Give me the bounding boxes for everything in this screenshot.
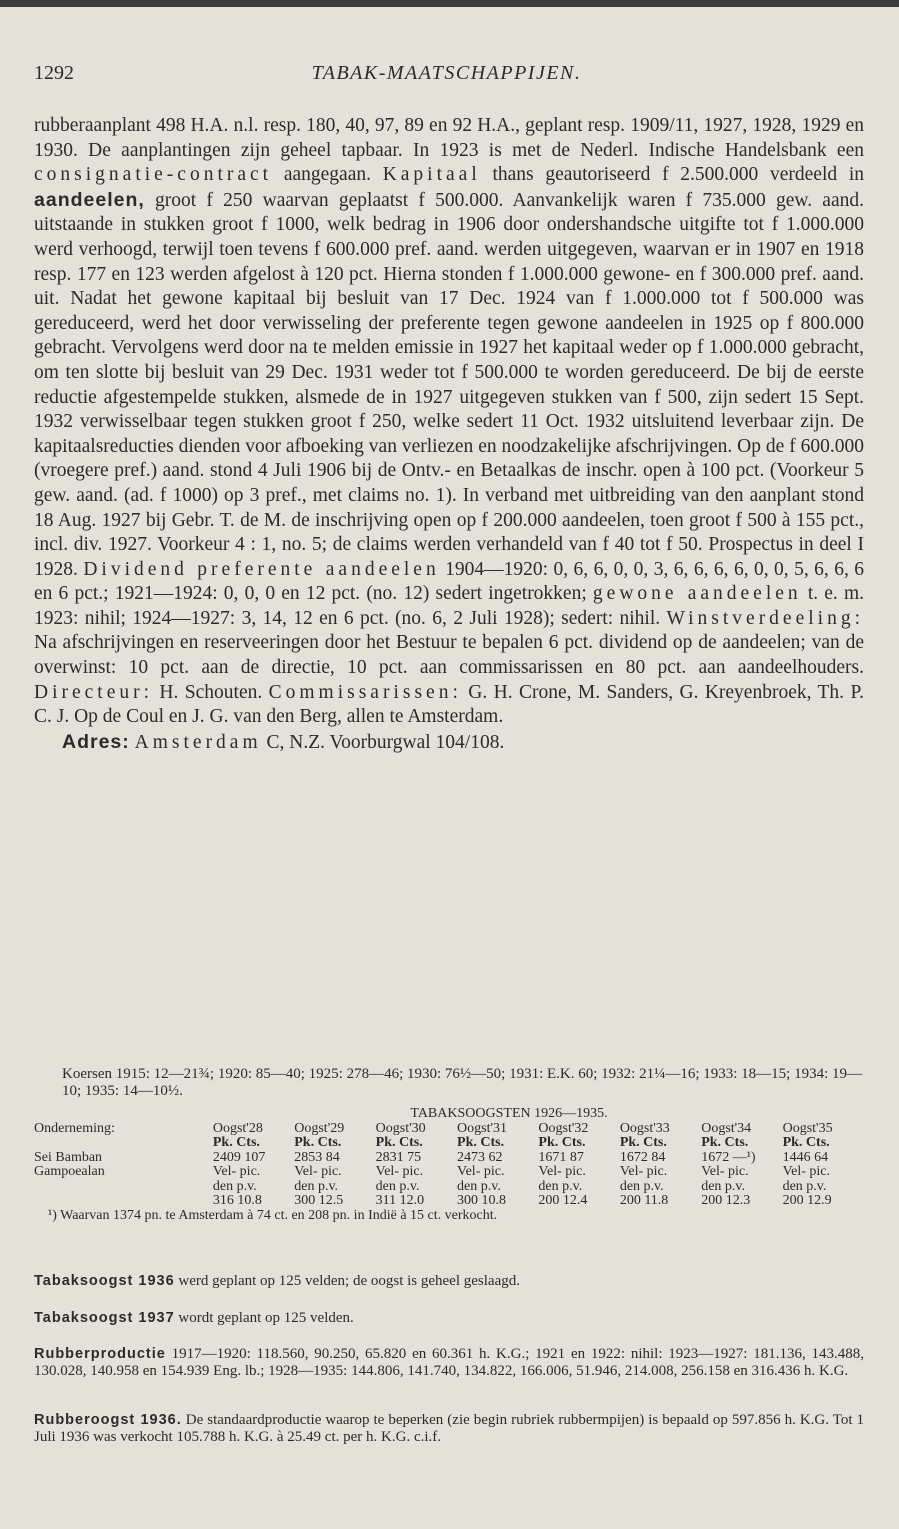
running-title: TABAK-MAATSCHAPPIJEN. [311, 62, 582, 84]
section-label: Rubberproductie [34, 1346, 166, 1362]
section-tabaksoogst-1937 [34, 1310, 864, 1327]
table-cell: 2831 75 [375, 1149, 422, 1165]
section-rubberoogst-1936 [34, 1412, 864, 1446]
table-cell: Vel- pic. [619, 1164, 668, 1179]
address-label: Adres: [62, 730, 130, 753]
table-cell: Vel- pic. [701, 1164, 749, 1179]
scan-top-edge [0, 0, 899, 7]
section-label: Rubberoogst 1936. [34, 1412, 182, 1428]
table-cell: 300 12.5 [294, 1193, 344, 1208]
spaced-term: Kapitaal [382, 164, 481, 186]
table-cell: 1671 87 [538, 1149, 584, 1165]
section-text: werd geplant op 125 velden; de oogst is geheel geslaagd. [174, 1273, 520, 1289]
table-cell: den p.v. [212, 1178, 257, 1194]
table-header-row [34, 1122, 864, 1137]
table-cell: 200 12.3 [701, 1193, 751, 1208]
unit-header: Pk. Cts. [701, 1135, 749, 1150]
row-label [34, 1194, 213, 1209]
spaced-term: Winstverdeeling: [666, 607, 864, 629]
table-subheader-row [34, 1136, 864, 1151]
table-cell: 200 11.8 [619, 1193, 669, 1208]
table-cell: 1672 84 [619, 1149, 666, 1165]
text-run: 1904—1920: 0, 6, 6, 0, 0, 3, 6, 6, 6, 6, 0, 0, 5, 6, 6, 6 en 6 pct.; 1921—1924: 0, 0, 0 en 12 pct. (no. 12) sedert ingetrokken; [34, 558, 864, 605]
unit-header: Pk. Cts. [457, 1135, 505, 1150]
page-number: 1292 [34, 62, 74, 84]
unit-header: Pk. Cts. [619, 1135, 667, 1150]
table-cell: den p.v. [782, 1178, 827, 1194]
section-text: wordt geplant op 125 velden. [174, 1310, 354, 1326]
table-cell: den p.v. [457, 1178, 501, 1194]
table-title: TABAKSOOGSTEN 1926—1935. [410, 1106, 608, 1121]
section-rubberproductie [34, 1346, 864, 1380]
table-row [34, 1151, 864, 1166]
spaced-term: Directeur: [34, 681, 154, 703]
table-cell: den p.v. [619, 1178, 664, 1194]
table-cell: Vel- pic. [294, 1164, 342, 1179]
table-row [34, 1194, 864, 1209]
table-cell: 2473 62 [457, 1149, 503, 1165]
spaced-term: Dividend preferente aandeelen [83, 558, 440, 580]
year-header: Oogst'28 [212, 1120, 263, 1136]
table-cell: Vel- pic. [375, 1164, 424, 1179]
text-run: rubberaanplant 498 H.A. n.l. resp. 180, 40, 97, 89 en 92 H.A., geplant resp. 1909/11, 1927, 1928, 1929 en 1930. De aanplantingen zijn geheel tapbaar. In 1923 is met de Nederl. Indische Handelsbank een [34, 115, 864, 161]
koersen-block: Koersen 1915: 12—21¾; 1920: 85—40; 1925: 278—46; 1930: 76½—50; 1931: E.K. 60; 1932: 21¼—16; 1933: 18—15; 1934: 19—10; 1935: 14—10½. [62, 1066, 862, 1099]
row-label [34, 1180, 213, 1195]
year-header: Oogst'35 [782, 1120, 833, 1136]
table-cell: 2409 107 [212, 1149, 266, 1165]
unit-header: Pk. Cts. [212, 1135, 260, 1150]
unit-header: Pk. Cts. [375, 1135, 423, 1150]
table-cell: Vel- pic. [457, 1164, 505, 1179]
table-cell: Vel- pic. [782, 1164, 831, 1179]
address-rest: C, N.Z. Voorburgwal 104/108. [261, 731, 505, 753]
table-cell: 200 12.4 [538, 1193, 588, 1208]
table-row [34, 1165, 864, 1180]
spaced-term: Commissarissen: [268, 681, 462, 703]
section-tabaksoogst-1936 [34, 1273, 864, 1290]
bold-term: aandeelen, [34, 188, 145, 211]
spaced-term: consignatie-contract [34, 164, 273, 186]
year-header: Oogst'32 [538, 1120, 589, 1136]
spaced-term: gewone aandeelen [592, 583, 802, 605]
text-run: t. e. m. 1923: nihil; 1924—1927: 3, 14, 12 en 6 pct. (no. 6, 2 Juli 1928); sedert: nihil. [34, 583, 864, 629]
oogst-table [34, 1107, 864, 1223]
table-cell: den p.v. [701, 1178, 746, 1194]
address-line [34, 730, 864, 756]
section-label: Tabaksoogst 1936 [34, 1273, 175, 1289]
table-cell: den p.v. [294, 1178, 339, 1194]
table-row [34, 1180, 864, 1195]
year-header: Oogst'34 [701, 1120, 752, 1136]
year-header: Oogst'30 [375, 1120, 426, 1136]
text-run: groot f 250 waarvan geplaatst f 500.000. Aanvankelijk waren f 735.000 gew. aand. uitstaande in stukken groot f 1000, welk bedrag in 1906 door ondershandsche uitgifte tot f 1.000.000 werd verhoogd, terwijl toen tevens f 600.000 pref. aand. werden uitgegeven, waarvan er in 1907 en 1918 resp. 177 en 123 werden afgelost à 120 pct. Hierna stonden f 1.000.000 gewone- en f 300.000 pref. aand. uit. Nadat het gewone kapitaal bij besluit van 17 Dec. 1924 van f 1.000.000 tot f 500.000 was gereduceerd, werd het door verwisseling der preferente tegen gewone aandeelen in 1925 op f 800.000 gebracht. Vervolgens werd door na te melden emissie in 1927 het kapitaal weder op f 1.000.000 gebracht, om ten slotte bij besluit van 29 Dec. 1931 weder tot f 500.000 te worden gereduceerd. De bij de eerste reductie afgestempelde stukken, alsmede de in 1927 uitgegeven stukken van f 500, zijn sedert 15 Sept. 1932 verwisselbaar tegen stukken groot f 250, welke sedert 11 Oct. 1932 uitsluitend leverbaar zijn. De kapitaalsreducties dienden voor afboeking van verliezen en noodzakelijke afschrijvingen. Op de f 600.000 (vroegere pref.) aand. stond 4 Juli 1906 bij de Ontv.- en Betaalkas de inschr. open à 100 pct. (Voorkeur 5 gew. aand. (ad. f 1000) op 3 pref., met claims no. 1). In verband met uitbreiding van den aanplant stond 18 Aug. 1927 bij Gebr. T. de M. de inschrijving open op f 200.000 aandeelen, toen groot f 500 à 155 pct., incl. div. 1927. Voorkeur 4 : 1, no. 5; de claims werden verhandeld van f 40 tot f 50. Prospectus in deel I 1928. [34, 189, 864, 580]
table-cell: den p.v. [375, 1178, 420, 1194]
table-footnote: ¹) Waarvan 1374 pn. te Amsterdam à 74 ct. en 208 pn. in Indië à 15 ct. verkocht. [48, 1207, 498, 1223]
onderneming-label: Onderneming: [34, 1120, 115, 1136]
text-run: H. Schouten. [153, 681, 269, 703]
table-cell: 1672 —¹) [701, 1149, 756, 1165]
harvest-table [34, 1122, 864, 1209]
table-cell: Vel- pic. [538, 1164, 586, 1179]
unit-header: Pk. Cts. [782, 1135, 830, 1150]
row-label: Gampoealan [34, 1164, 105, 1179]
table-cell: 200 12.9 [782, 1193, 832, 1208]
text-run: aangegaan. [272, 164, 383, 186]
body-paragraph [34, 114, 864, 730]
unit-header: Pk. Cts. [294, 1135, 342, 1150]
text-run: thans geautoriseerd f 2.500.000 verdeeld in [480, 164, 864, 186]
table-cell: 1446 64 [782, 1149, 829, 1165]
year-header: Oogst'31 [457, 1120, 508, 1136]
text-run: Na afschrijvingen en reserveeringen door het Bestuur te bepalen 6 pct. dividend op de aandeelen; van de overwinst: 10 pct. aan de directie, 10 pct. aan commissarissen en 80 pct. aan aandeelhouders. [34, 632, 864, 679]
year-header: Oogst'33 [619, 1120, 670, 1136]
year-header: Oogst'29 [294, 1120, 345, 1136]
table-cell: 316 10.8 [212, 1193, 262, 1208]
row-label: Sei Bamban [34, 1149, 103, 1165]
table-cell: 2853 84 [294, 1149, 340, 1165]
table-cell: 311 12.0 [375, 1193, 425, 1208]
main-text [34, 114, 864, 755]
table-cell: Vel- pic. [212, 1164, 261, 1179]
unit-header: Pk. Cts. [538, 1135, 586, 1150]
section-text: 1917—1920: 118.560, 90.250, 65.820 en 60.361 h. K.G.; 1921 en 1922: nihil: 1923—1927: 181.136, 143.488, 130.028, 140.958 en 154.939 Eng. lb.; 1928—1935: 144.806, 141.740, 134.822, 166.006, 51.946, 214.008, 256.158 en 316.436 h. K.G. [34, 1346, 864, 1379]
section-text: De standaardproductie waarop te beperken (zie begin rubriek rubbermpijen) is bepaald op 597.856 h. K.G. Tot 1 Juli 1936 was verkocht 105.788 h. K.G. à 25.49 ct. per h. K.G. c.i.f. [34, 1412, 864, 1445]
table-cell: den p.v. [538, 1178, 583, 1194]
address-city: Amsterdam [134, 731, 262, 753]
page-header [34, 62, 859, 92]
table-cell: 300 10.8 [457, 1193, 507, 1208]
section-label: Tabaksoogst 1937 [34, 1310, 175, 1326]
text-run: G. H. Crone, M. Sanders, G. Kreyenbroek, Th. P. C. J. Op de Coul en J. G. van den Berg, allen te Amsterdam. [34, 681, 865, 728]
